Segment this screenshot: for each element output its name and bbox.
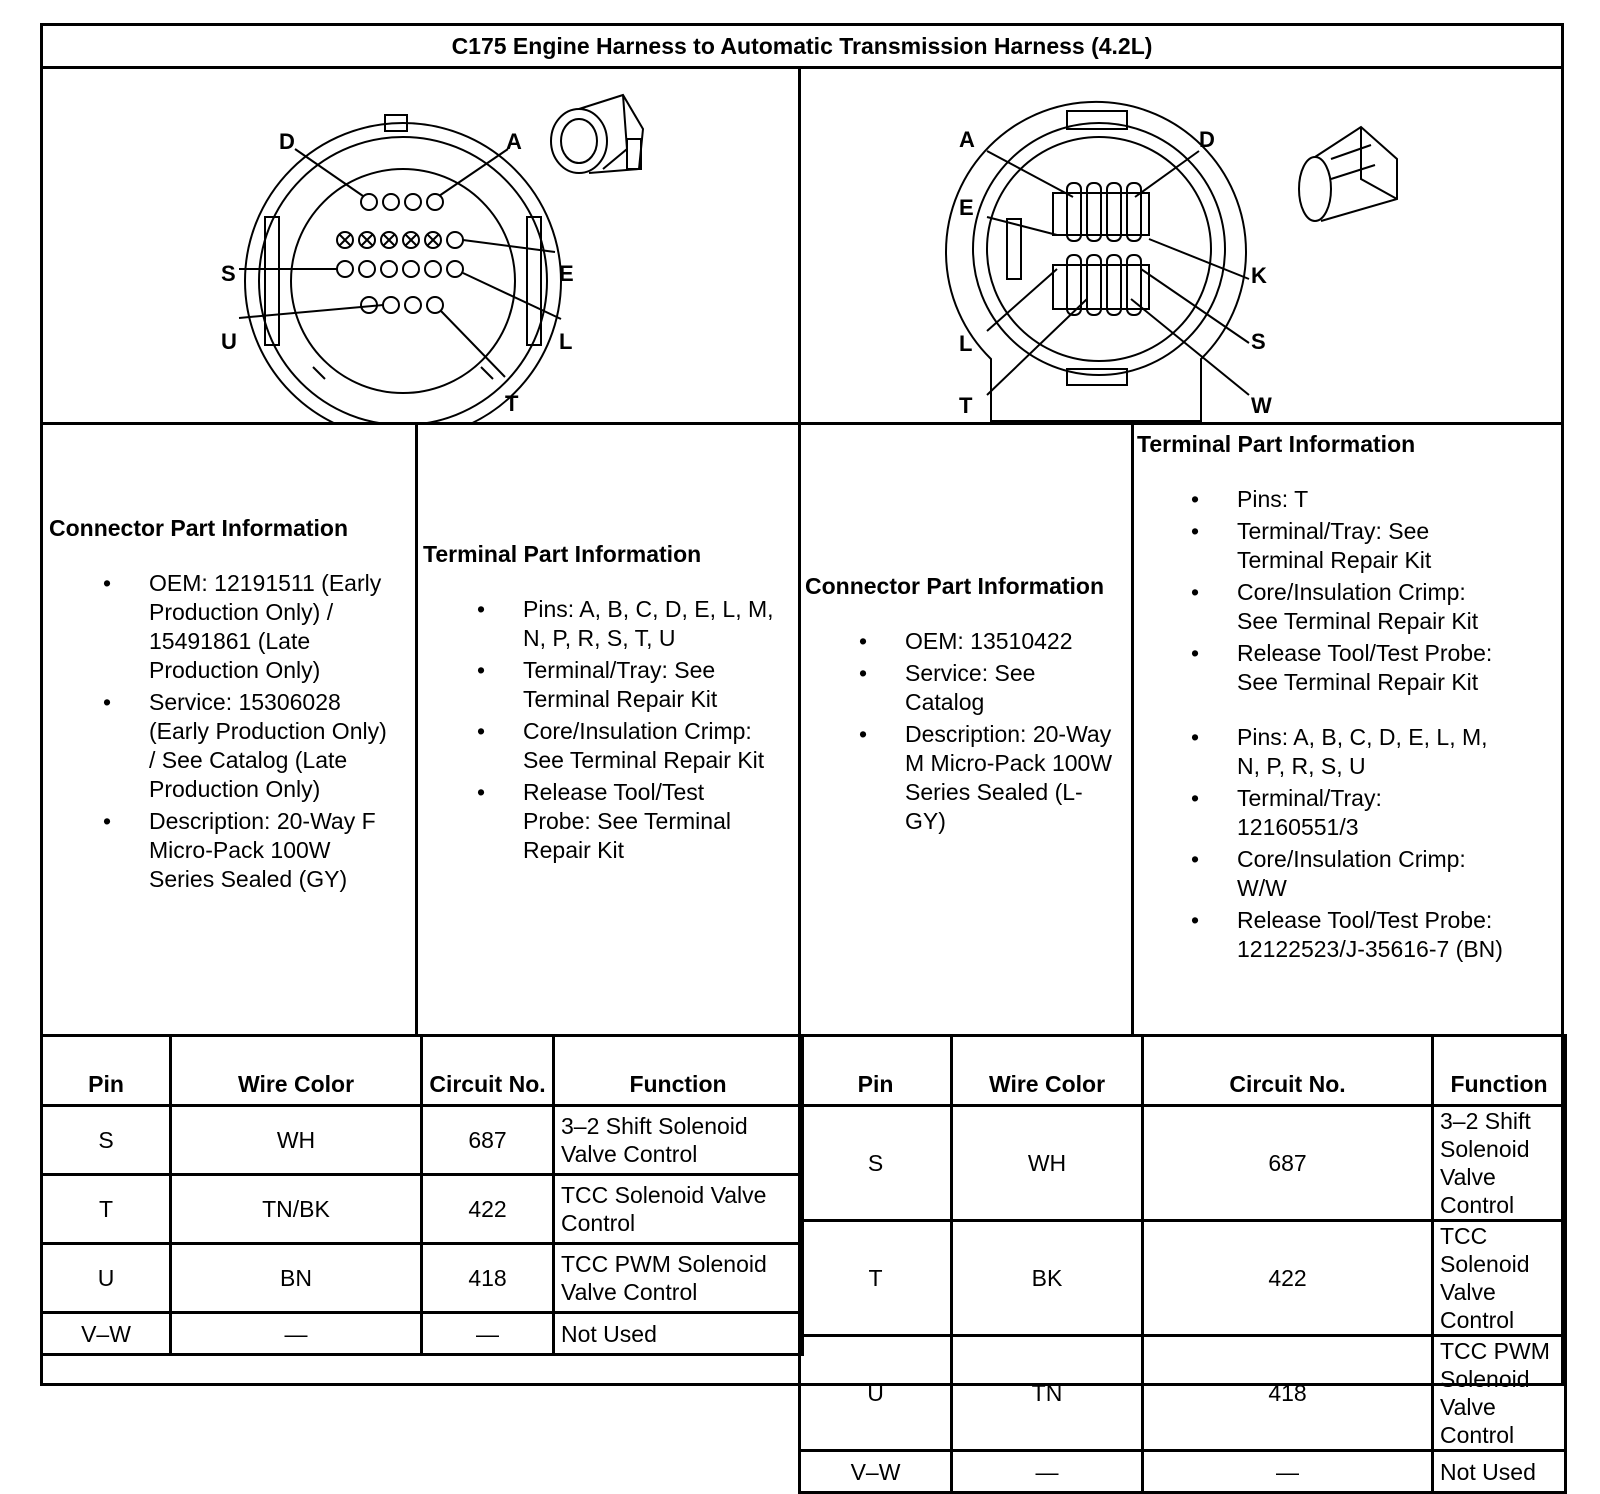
list-item: • Release Tool/Test Probe: 12122523/J-35616-7 (BN) (1137, 906, 1563, 964)
list-item: • Core/Insulation Crimp: W/W (1137, 845, 1563, 903)
right-terminal-list-1 (1137, 485, 1563, 697)
column-header: Circuit No. (1143, 1036, 1433, 1106)
wire-color-cell: — (952, 1451, 1143, 1493)
left-terminal-heading: Terminal Part Information (423, 541, 702, 567)
leader-ra (987, 151, 1073, 197)
list-item: • Service: See Catalog (805, 659, 1129, 717)
circuit-cell: — (422, 1313, 554, 1355)
left-connector-info (49, 514, 413, 897)
list-item: • Pins: T (1137, 485, 1563, 514)
right-terminal-heading: Terminal Part Information (1137, 431, 1416, 457)
circuit-cell: 422 (1143, 1221, 1433, 1336)
right-housing-ring (973, 123, 1225, 375)
list-item: • Release Tool/Test Probe: See Terminal Repair Kit (423, 778, 795, 865)
right-terminal-info (1137, 430, 1563, 967)
label-rw: W (1251, 393, 1272, 418)
left-pin-table (40, 1034, 804, 1356)
function-cell: TCC PWM Solenoid Valve Control (554, 1244, 803, 1313)
pin-cell: S (42, 1106, 171, 1175)
divider-info-1 (415, 425, 418, 1037)
list-item: • OEM: 13510422 (805, 627, 1129, 656)
wire-color-cell: WH (952, 1106, 1143, 1221)
table-row (42, 1175, 803, 1244)
leader-d (295, 149, 363, 196)
table-header-row (800, 1036, 1566, 1106)
label-rl: L (959, 331, 973, 356)
function-cell: TCC Solenoid Valve Control (554, 1175, 803, 1244)
function-cell: 3–2 Shift Solenoid Valve Control (554, 1106, 803, 1175)
divider-diagrams (798, 69, 801, 425)
right-connector-drawing (801, 69, 1561, 425)
function-cell: Not Used (554, 1313, 803, 1355)
table-row (800, 1451, 1566, 1493)
right-bottom-key (1067, 369, 1127, 385)
left-terminal-list (423, 595, 795, 865)
table-row (800, 1106, 1566, 1221)
table-row (42, 1106, 803, 1175)
pin-cell: S (800, 1106, 952, 1221)
circuit-cell: — (1143, 1451, 1433, 1493)
right-side-tab (1007, 219, 1021, 279)
right-connector-list (805, 627, 1129, 836)
list-item: • Service: 15306028 (Early Production Only) / See Catalog (Late Production Only) (49, 688, 413, 804)
circuit-cell: 687 (422, 1106, 554, 1175)
list-item: • Description: 20-Way M Micro-Pack 100W Series Sealed (L- GY) (805, 720, 1129, 836)
right-terminal-block-bottom (1053, 255, 1149, 315)
list-item: • Release Tool/Test Probe: See Terminal Repair Kit (1137, 639, 1563, 697)
circuit-cell: 422 (422, 1175, 554, 1244)
table-row (42, 1244, 803, 1313)
label-re: E (959, 195, 974, 220)
pin-cell: V–W (42, 1313, 171, 1355)
label-rd: D (1199, 127, 1215, 152)
column-header: Function (554, 1036, 803, 1106)
label-a: A (506, 129, 522, 154)
right-pin-table (798, 1034, 1567, 1494)
list-item: • Terminal/Tray: See Terminal Repair Kit (1137, 517, 1563, 575)
label-t: T (505, 391, 519, 416)
circuit-cell: 687 (1143, 1106, 1433, 1221)
list-item: • Core/Insulation Crimp: See Terminal Repair Kit (1137, 578, 1563, 636)
table-row (800, 1221, 1566, 1336)
circuit-cell: 418 (1143, 1336, 1433, 1451)
right-top-key (1067, 111, 1127, 129)
pin-cell: T (800, 1221, 952, 1336)
connector-sheet (40, 23, 1564, 1485)
list-item: • Description: 20-Way F Micro-Pack 100W Series Sealed (GY) (49, 807, 413, 894)
divider-info-top (43, 422, 1561, 425)
leader-rd (1135, 151, 1199, 197)
circuit-cell: 418 (422, 1244, 554, 1313)
label-rt: T (959, 393, 973, 418)
right-connector-thumbnail (1299, 127, 1397, 221)
left-plugged-cavities (337, 232, 463, 248)
right-terminal-list-2 (1137, 723, 1563, 964)
wire-color-cell: — (171, 1313, 422, 1355)
left-connector-diagram (43, 69, 798, 425)
right-connector-info (805, 572, 1129, 839)
left-housing-inner (259, 137, 547, 425)
left-connector-drawing (43, 69, 798, 425)
function-cell: TCC PWM Solenoid Valve Control (1433, 1336, 1566, 1451)
pin-cell: U (42, 1244, 171, 1313)
label-d: D (279, 129, 295, 154)
label-u: U (221, 329, 237, 354)
wire-color-cell: TN/BK (171, 1175, 422, 1244)
function-cell: 3–2 Shift Solenoid Valve Control (1433, 1106, 1566, 1221)
label-rs: S (1251, 329, 1266, 354)
right-connector-diagram (801, 69, 1561, 425)
label-ra: A (959, 127, 975, 152)
pin-cell: V–W (800, 1451, 952, 1493)
column-header: Wire Color (171, 1036, 422, 1106)
label-e: E (559, 261, 574, 286)
function-cell: Not Used (1433, 1451, 1566, 1493)
column-header: Circuit No. (422, 1036, 554, 1106)
wire-color-cell: TN (952, 1336, 1143, 1451)
pin-cell: U (800, 1336, 952, 1451)
left-connector-heading: Connector Part Information (49, 515, 349, 541)
list-item: • Core/Insulation Crimp: See Terminal Repair Kit (423, 717, 795, 775)
wire-color-cell: BN (171, 1244, 422, 1313)
wire-color-cell: WH (171, 1106, 422, 1175)
left-terminal-info (423, 540, 795, 868)
left-connector-thumbnail (551, 95, 643, 173)
column-header: Pin (800, 1036, 952, 1106)
column-header: Pin (42, 1036, 171, 1106)
left-connector-list (49, 569, 413, 894)
table-row (42, 1313, 803, 1355)
table-row (800, 1336, 1566, 1451)
table-header-row (42, 1036, 803, 1106)
leader-rt (987, 299, 1087, 395)
column-header: Wire Color (952, 1036, 1143, 1106)
column-header: Function (1433, 1036, 1566, 1106)
function-cell: TCC Solenoid Valve Control (1433, 1221, 1566, 1336)
right-connector-heading: Connector Part Information (805, 573, 1105, 599)
wire-color-cell: BK (952, 1221, 1143, 1336)
page-title: C175 Engine Harness to Automatic Transmission Harness (4.2L) (43, 26, 1561, 69)
label-rk: K (1251, 263, 1267, 288)
right-terminal-block-top (1053, 183, 1149, 241)
list-item: • OEM: 12191511 (Early Production Only) / 15491861 (Late Production Only) (49, 569, 413, 685)
label-l: L (559, 329, 573, 354)
leader-rk (1149, 239, 1249, 279)
list-item: • Pins: A, B, C, D, E, L, M, N, P, R, S, U (1137, 723, 1563, 781)
pin-cell: T (42, 1175, 171, 1244)
divider-info-2 (798, 425, 801, 1037)
label-s: S (221, 261, 236, 286)
list-item: • Terminal/Tray: See Terminal Repair Kit (423, 656, 795, 714)
list-item: • Terminal/Tray: 12160551/3 (1137, 784, 1563, 842)
divider-info-3 (1131, 425, 1134, 1037)
list-item: • Pins: A, B, C, D, E, L, M, N, P, R, S, T, U (423, 595, 795, 653)
